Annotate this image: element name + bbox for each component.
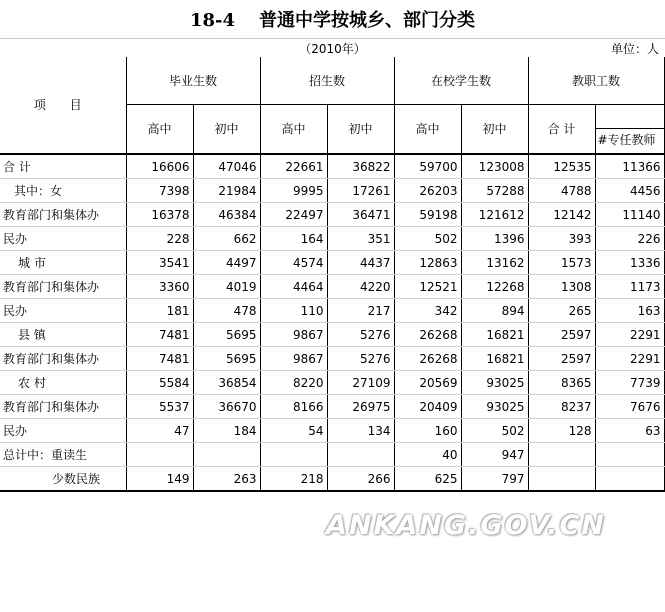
- row-label: 民办: [0, 299, 126, 323]
- table-cell: 123008: [461, 154, 528, 179]
- table-row: [0, 371, 664, 395]
- page-title: [0, 6, 665, 32]
- table-cell: 265: [528, 299, 595, 323]
- table-cell: 57288: [461, 179, 528, 203]
- table-cell: 7481: [126, 323, 193, 347]
- table-cell: 218: [260, 467, 327, 492]
- unit-label: 单位：人: [610, 42, 659, 56]
- table-cell: 13162: [461, 251, 528, 275]
- table-cell: 7739: [595, 371, 664, 395]
- table-cell: 40: [394, 443, 461, 467]
- header-sub: 高中: [394, 105, 461, 155]
- table-cell: 2597: [528, 323, 595, 347]
- table-cell: 8365: [528, 371, 595, 395]
- table-cell: 12142: [528, 203, 595, 227]
- table-cell: 5276: [327, 323, 394, 347]
- table-cell: 5584: [126, 371, 193, 395]
- table-row: [0, 251, 664, 275]
- header-row-groups: [0, 57, 664, 105]
- table-row: [0, 323, 664, 347]
- table-cell: 47: [126, 419, 193, 443]
- table-cell: 12521: [394, 275, 461, 299]
- table-cell: 184: [193, 419, 260, 443]
- table-cell: 7398: [126, 179, 193, 203]
- table-cell: 266: [327, 467, 394, 492]
- table-cell: 128: [528, 419, 595, 443]
- table-cell: 21984: [193, 179, 260, 203]
- header-sub: 初中: [461, 105, 528, 155]
- table-cell: 4220: [327, 275, 394, 299]
- table-cell: 22661: [260, 154, 327, 179]
- table-cell: 36822: [327, 154, 394, 179]
- table-cell: 160: [394, 419, 461, 443]
- table-cell: 4456: [595, 179, 664, 203]
- table-cell: 7481: [126, 347, 193, 371]
- table-row: [0, 154, 664, 179]
- table-cell: [260, 443, 327, 467]
- table-cell: [126, 443, 193, 467]
- table-cell: 4019: [193, 275, 260, 299]
- table-cell: 17261: [327, 179, 394, 203]
- table-cell: 134: [327, 419, 394, 443]
- header-sub: 合 计: [528, 105, 595, 155]
- row-label: 少数民族: [0, 467, 126, 492]
- row-label: 民办: [0, 227, 126, 251]
- table-cell: 894: [461, 299, 528, 323]
- table-row: [0, 419, 664, 443]
- table-cell: 149: [126, 467, 193, 492]
- table-cell: 9867: [260, 347, 327, 371]
- table-cell: 93025: [461, 371, 528, 395]
- table-cell: 26203: [394, 179, 461, 203]
- header-enrollment: 招生数: [260, 57, 394, 105]
- table-cell: 263: [193, 467, 260, 492]
- table-cell: 46384: [193, 203, 260, 227]
- header-sub: 高中: [260, 105, 327, 155]
- header-item: 项 目: [0, 57, 126, 154]
- table-cell: 110: [260, 299, 327, 323]
- table-cell: 181: [126, 299, 193, 323]
- table-cell: 12863: [394, 251, 461, 275]
- row-label: 民办: [0, 419, 126, 443]
- table-cell: 7676: [595, 395, 664, 419]
- table-row: [0, 347, 664, 371]
- table-cell: 8220: [260, 371, 327, 395]
- table-cell: 2597: [528, 347, 595, 371]
- table-cell: 16821: [461, 347, 528, 371]
- row-label: 合 计: [0, 154, 126, 179]
- table-cell: 5276: [327, 347, 394, 371]
- header-sub: 高中: [126, 105, 193, 155]
- table-cell: 26268: [394, 347, 461, 371]
- table-cell: 1573: [528, 251, 595, 275]
- table-cell: 93025: [461, 395, 528, 419]
- header-sub-teachers: [595, 105, 664, 155]
- table-cell: 12535: [528, 154, 595, 179]
- table-cell: 3360: [126, 275, 193, 299]
- table-cell: 59198: [394, 203, 461, 227]
- table-cell: 16821: [461, 323, 528, 347]
- table-cell: 47046: [193, 154, 260, 179]
- table-row: [0, 227, 664, 251]
- table-cell: 5695: [193, 323, 260, 347]
- header-sub: 初中: [327, 105, 394, 155]
- table-cell: 1308: [528, 275, 595, 299]
- table-cell: 121612: [461, 203, 528, 227]
- table-row: [0, 395, 664, 419]
- table-cell: 36471: [327, 203, 394, 227]
- table-row: [0, 275, 664, 299]
- table-cell: 947: [461, 443, 528, 467]
- header-sub-label: #专任教师: [595, 128, 664, 152]
- table-cell: [595, 443, 664, 467]
- table-cell: 342: [394, 299, 461, 323]
- table-cell: 2291: [595, 347, 664, 371]
- table-cell: 26268: [394, 323, 461, 347]
- table-cell: 36854: [193, 371, 260, 395]
- row-label: 教育部门和集体办: [0, 395, 126, 419]
- table-cell: 36670: [193, 395, 260, 419]
- table-row: [0, 203, 664, 227]
- year-label: （2010年）: [299, 42, 366, 56]
- row-label: 总计中：重读生: [0, 443, 126, 467]
- row-label: 县 镇: [0, 323, 126, 347]
- table-cell: 22497: [260, 203, 327, 227]
- table-cell: 3541: [126, 251, 193, 275]
- row-label: 教育部门和集体办: [0, 347, 126, 371]
- table-cell: [327, 443, 394, 467]
- table-cell: 1396: [461, 227, 528, 251]
- table-cell: 11140: [595, 203, 664, 227]
- table-row: [0, 299, 664, 323]
- table-cell: 16378: [126, 203, 193, 227]
- header-staff: 教职工数: [528, 57, 664, 105]
- header-sub: 初中: [193, 105, 260, 155]
- table-cell: [595, 467, 664, 492]
- table-cell: 59700: [394, 154, 461, 179]
- table-cell: 4497: [193, 251, 260, 275]
- header-graduates: 毕业生数: [126, 57, 260, 105]
- table-cell: 217: [327, 299, 394, 323]
- table-cell: 12268: [461, 275, 528, 299]
- row-label: 城 市: [0, 251, 126, 275]
- table-cell: 228: [126, 227, 193, 251]
- table-cell: 54: [260, 419, 327, 443]
- table-cell: 1173: [595, 275, 664, 299]
- row-label: 其中：女: [0, 179, 126, 203]
- table-cell: [193, 443, 260, 467]
- table-cell: 8166: [260, 395, 327, 419]
- table-cell: 4788: [528, 179, 595, 203]
- row-label: 教育部门和集体办: [0, 203, 126, 227]
- table-number: 18-4: [189, 10, 236, 31]
- table-cell: 502: [461, 419, 528, 443]
- table-title: 普通中学按城乡、部门分类: [259, 10, 476, 31]
- table-cell: 502: [394, 227, 461, 251]
- row-label: 教育部门和集体办: [0, 275, 126, 299]
- table-cell: 26975: [327, 395, 394, 419]
- header-students: 在校学生数: [394, 57, 528, 105]
- table-cell: 226: [595, 227, 664, 251]
- table-cell: 9867: [260, 323, 327, 347]
- row-label: 农 村: [0, 371, 126, 395]
- table-cell: 625: [394, 467, 461, 492]
- table-cell: 1336: [595, 251, 664, 275]
- table-cell: 20409: [394, 395, 461, 419]
- table-cell: 9995: [260, 179, 327, 203]
- table-cell: 4437: [327, 251, 394, 275]
- table-cell: 478: [193, 299, 260, 323]
- data-table: [0, 57, 665, 492]
- table-cell: 662: [193, 227, 260, 251]
- table-cell: 351: [327, 227, 394, 251]
- table-cell: [528, 443, 595, 467]
- table-cell: 8237: [528, 395, 595, 419]
- table-cell: 5695: [193, 347, 260, 371]
- table-row: [0, 443, 664, 467]
- table-cell: 4464: [260, 275, 327, 299]
- table-cell: 16606: [126, 154, 193, 179]
- table-cell: 797: [461, 467, 528, 492]
- table-cell: 393: [528, 227, 595, 251]
- table-cell: 63: [595, 419, 664, 443]
- table-row: [0, 467, 664, 492]
- table-cell: 163: [595, 299, 664, 323]
- table-cell: 164: [260, 227, 327, 251]
- watermark: ANKANG.GOV.CN: [326, 510, 606, 541]
- table-cell: 5537: [126, 395, 193, 419]
- table-cell: [528, 467, 595, 492]
- table-cell: 11366: [595, 154, 664, 179]
- divider: [0, 38, 665, 39]
- table-row: [0, 179, 664, 203]
- table-cell: 27109: [327, 371, 394, 395]
- table-cell: 20569: [394, 371, 461, 395]
- table-cell: 2291: [595, 323, 664, 347]
- table-cell: 4574: [260, 251, 327, 275]
